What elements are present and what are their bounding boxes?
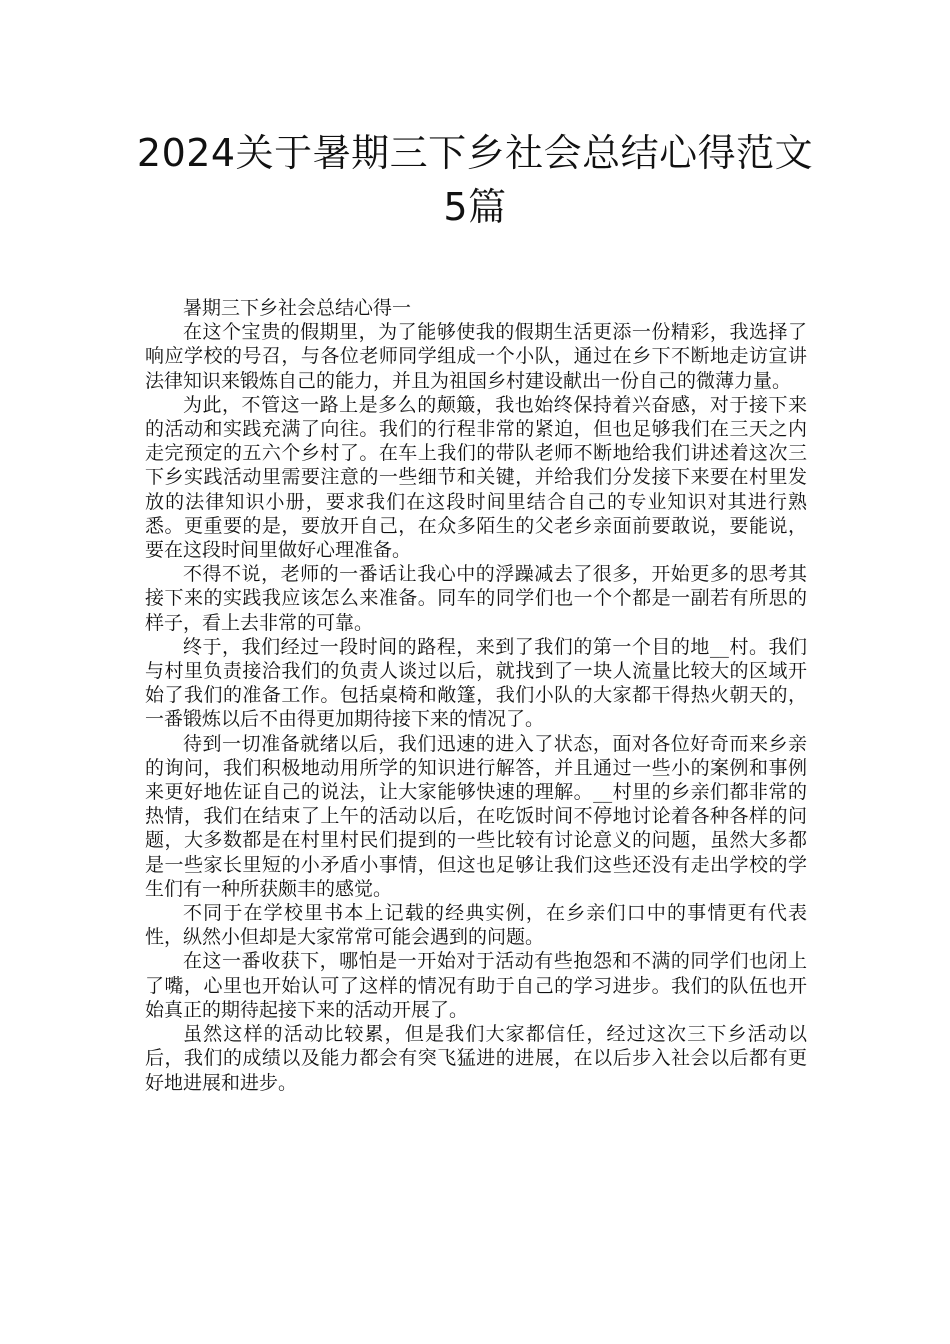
paragraph: 终于，我们经过一段时间的路程，来到了我们的第一个目的地__村。我们与村里负责接洽我们的负责人谈过以后，就找到了一块人流量比较大的区域开始了我们的准备工作。包括桌椅和敞篷，我们小队的大家都干得热火朝天的，一番锻炼以后不由得更加期待接下来的情况了。 [145, 635, 807, 731]
document-body [145, 296, 807, 1095]
paragraph: 虽然这样的活动比较累，但是我们大家都信任，经过这次三下乡活动以后，我们的成绩以及能力都会有突飞猛进的进展，在以后步入社会以后都有更好地进展和进步。 [145, 1023, 807, 1094]
paragraph: 在这个宝贵的假期里，为了能够使我的假期生活更添一份精彩，我选择了响应学校的号召，与各位老师同学组成一个小队，通过在乡下不断地走访宣讲法律知识来锻炼自己的能力，并且为祖国乡村建设献出一份自己的微薄力量。 [145, 321, 807, 392]
paragraph: 不同于在学校里书本上记载的经典实例，在乡亲们口中的事情更有代表性，纵然小但却是大家常常可能会遇到的问题。 [145, 902, 807, 949]
document-title-line-1: 2024关于暑期三下乡社会总结心得范文 [136, 131, 814, 175]
paragraph: 待到一切准备就绪以后，我们迅速的进入了状态，面对各位好奇而来乡亲的询问，我们积极地动用所学的知识进行解答，并且通过一些小的案例和事例来更好地佐证自己的说法，让大家能够快速的理解。__村里的乡亲们都非常的热情，我们在结束了上午的活动以后，在吃饭时间不停地讨论着各种各样的问题，大多数都是在村里村民们提到的一些比较有讨论意义的问题，虽然大多都是一些家长里短的小矛盾小事情，但这也足够让我们这些还没有走出学校的学生们有一种所获颇丰的感觉。 [145, 732, 807, 900]
document-title [120, 126, 830, 234]
paragraph: 不得不说，老师的一番话让我心中的浮躁减去了很多，开始更多的思考其接下来的实践我应该怎么来准备。同车的同学们也一个个都是一副若有所思的样子，看上去非常的可靠。 [145, 563, 807, 634]
section-heading: 暑期三下乡社会总结心得一 [183, 297, 412, 319]
paragraph: 为此，不管这一路上是多么的颠簸，我也始终保持着兴奋感，对于接下来的活动和实践充满了向往。我们的行程非常的紧迫，但也足够我们在三天之内走完预定的五六个乡村了。在车上我们的带队老师不断地给我们讲述着这次三下乡实践活动里需要注意的一些细节和关键，并给我们分发接下来要在村里发放的法律知识小册，要求我们在这段时间里结合自己的专业知识对其进行熟悉。更重要的是，要放开自己，在众多陌生的父老乡亲面前要敢说，要能说，要在这段时间里做好心理准备。 [145, 393, 807, 562]
paragraph: 在这一番收获下，哪怕是一开始对于活动有些抱怨和不满的同学们也闭上了嘴，心里也开始认可了这样的情况有助于自己的学习进步。我们的队伍也开始真正的期待起接下来的活动开展了。 [145, 950, 807, 1021]
document-title-line-2: 5篇 [443, 185, 507, 229]
